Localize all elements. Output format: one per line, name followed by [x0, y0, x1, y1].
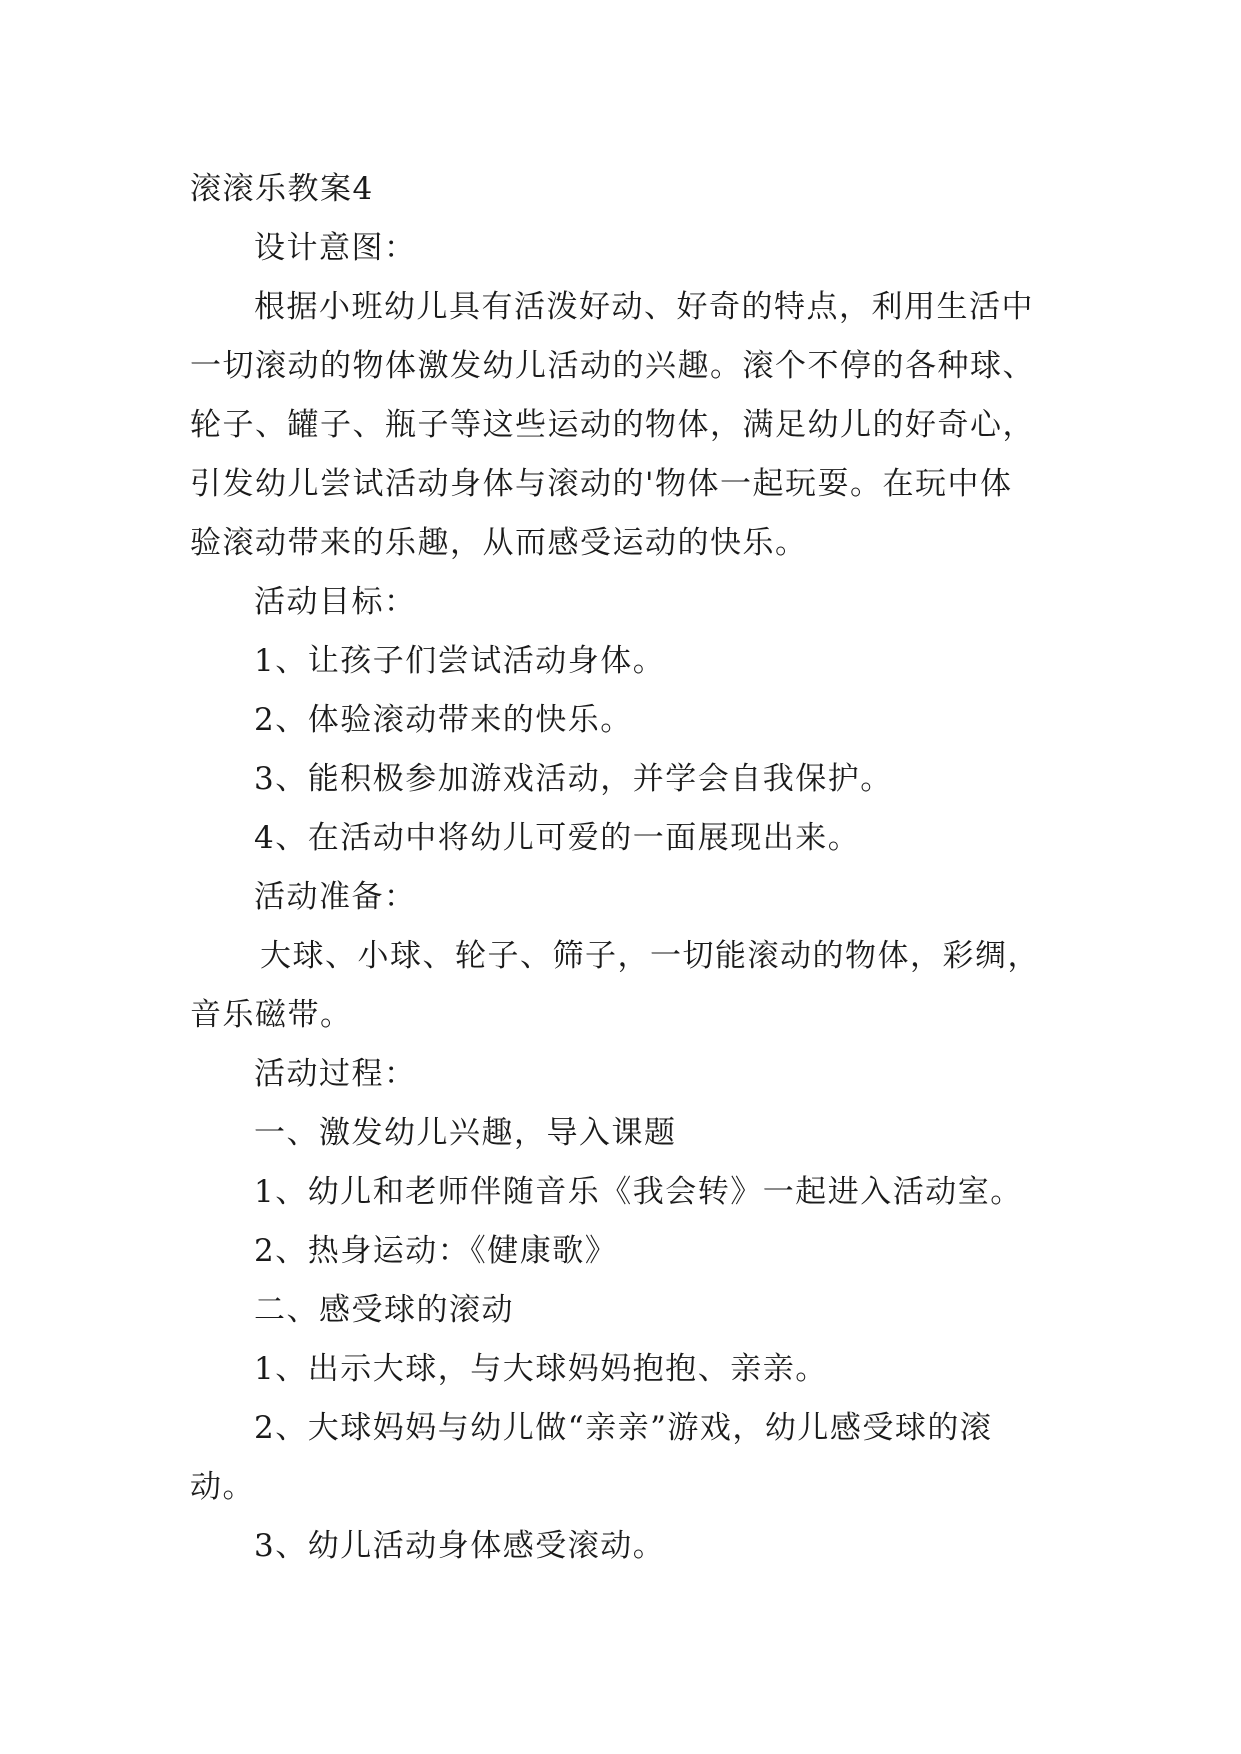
- paragraph-line: 引发幼儿尝试活动身体与滚动的'物体一起玩耍。在玩中体: [190, 466, 1013, 502]
- list-item: 1、让孩子们尝试活动身体。: [254, 643, 666, 679]
- paragraph-line: 验滚动带来的乐趣，从而感受运动的快乐。: [190, 525, 808, 561]
- section-heading: 一、激发幼儿兴趣，导入课题: [254, 1115, 677, 1151]
- list-item: 2、大球妈妈与幼儿做“亲亲”游戏，幼儿感受球的滚: [254, 1410, 993, 1446]
- list-item: 3、幼儿活动身体感受滚动。: [254, 1528, 666, 1564]
- heading-activity-preparation: 活动准备：: [254, 879, 417, 915]
- document-body: [190, 160, 1060, 1576]
- paragraph-line: 动。: [190, 1469, 255, 1505]
- paragraph-line: 根据小班幼儿具有活泼好动、好奇的特点，利用生活中: [254, 289, 1034, 325]
- paragraph-line: 大球、小球、轮子、筛子，一切能滚动的物体，彩绸，: [260, 938, 1040, 974]
- section-heading: 二、感受球的滚动: [254, 1292, 514, 1328]
- list-item: 4、在活动中将幼儿可爱的一面展现出来。: [254, 820, 861, 856]
- list-item: 3、能积极参加游戏活动，并学会自我保护。: [254, 761, 893, 797]
- list-item: 1、幼儿和老师伴随音乐《我会转》一起进入活动室。: [254, 1174, 1023, 1210]
- list-item: 2、体验滚动带来的快乐。: [254, 702, 633, 738]
- list-item: 1、出示大球，与大球妈妈抱抱、亲亲。: [254, 1351, 828, 1387]
- heading-activity-goals: 活动目标：: [254, 584, 417, 620]
- heading-activity-process: 活动过程：: [254, 1056, 417, 1092]
- document-title: 滚滚乐教案4: [190, 171, 374, 207]
- paragraph-line: 轮子、罐子、瓶子等这些运动的物体，满足幼儿的好奇心，: [190, 407, 1035, 443]
- paragraph-line: 音乐磁带。: [190, 997, 353, 1033]
- paragraph-line: 一切滚动的物体激发幼儿活动的兴趣。滚个不停的各种球、: [190, 348, 1035, 384]
- heading-design-intent: 设计意图：: [254, 230, 417, 266]
- list-item: 2、热身运动：《健康歌》: [254, 1233, 618, 1269]
